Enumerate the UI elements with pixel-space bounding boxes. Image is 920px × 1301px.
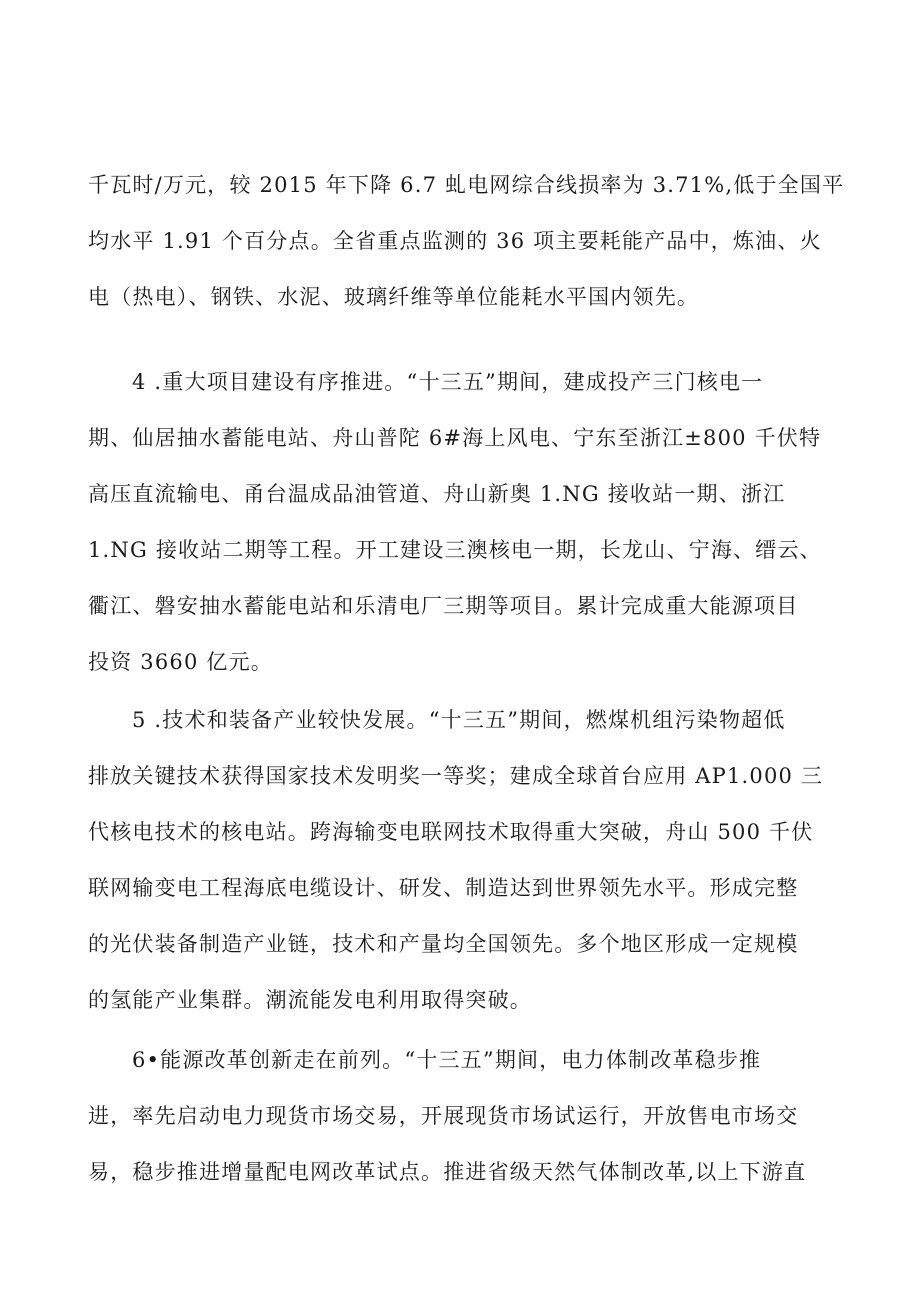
text-line: 衢江、磐安抽水蓄能电站和乐清电厂三期等项目。累计完成重大能源项目 <box>88 594 799 618</box>
text-line: 电（热电）、钢铁、水泥、玻璃纤维等单位能耗水平国内领先。 <box>88 285 700 309</box>
text-line: 高压直流输电、甬台温成品油管道、舟山新奥 1.NG 接收站一期、浙江 <box>88 482 786 506</box>
text-line: 排放关键技术获得国家技术发明奖一等奖；建成全球首台应用 AP1.000 三 <box>88 764 824 788</box>
text-line: 1.NG 接收站二期等工程。开工建设三澳核电一期，长龙山、宁海、缙云、 <box>88 538 822 562</box>
text-line: 进，率先启动电力现货市场交易，开展现货市场试运行，开放售电市场交 <box>88 1104 799 1128</box>
paragraph-reform <box>88 1032 848 1200</box>
text-line: 的光伏装备制造产业链，技术和产量均全国领先。多个地区形成一定规模 <box>88 932 799 956</box>
text-line: 期、仙居抽水蓄能电站、舟山普陀 6#海上风电、宁东至浙江±800 千伏特 <box>88 426 822 450</box>
text-line: 代核电技术的核电站。跨海输变电联网技术取得重大突破，舟山 500 千伏 <box>88 820 814 844</box>
text-line: 易，稳步推进增量配电网改革试点。推进省级天然气体制改革,以上下游直 <box>88 1160 807 1184</box>
text-line: 联网输变电工程海底电缆设计、研发、制造达到世界领先水平。形成完整 <box>88 876 799 900</box>
paragraph-intro <box>88 157 848 325</box>
text-line: 均水平 1.91 个百分点。全省重点监测的 36 项主要耗能产品中，炼油、火 <box>88 229 822 253</box>
paragraph-major-projects <box>88 354 848 690</box>
text-line: 千瓦时/万元，较 2015 年下降 6.7 虬电网综合线损率为 3.71%,低于全国平 <box>88 173 845 197</box>
text-line: 的氢能产业集群。潮流能发电利用取得突破。 <box>88 988 532 1012</box>
text-line: 6•能源改革创新走在前列。“十三五”期间，电力体制改革稳步推 <box>132 1048 762 1072</box>
text-line: 投资 3660 亿元。 <box>88 650 273 674</box>
text-line: 5 .技术和装备产业较快发展。“十三五”期间，燃煤机组污染物超低 <box>132 708 786 732</box>
paragraph-technology <box>88 692 848 1028</box>
text-line: 4 .重大项目建设有序推进。“十三五”期间，建成投产三门核电一 <box>132 370 764 394</box>
